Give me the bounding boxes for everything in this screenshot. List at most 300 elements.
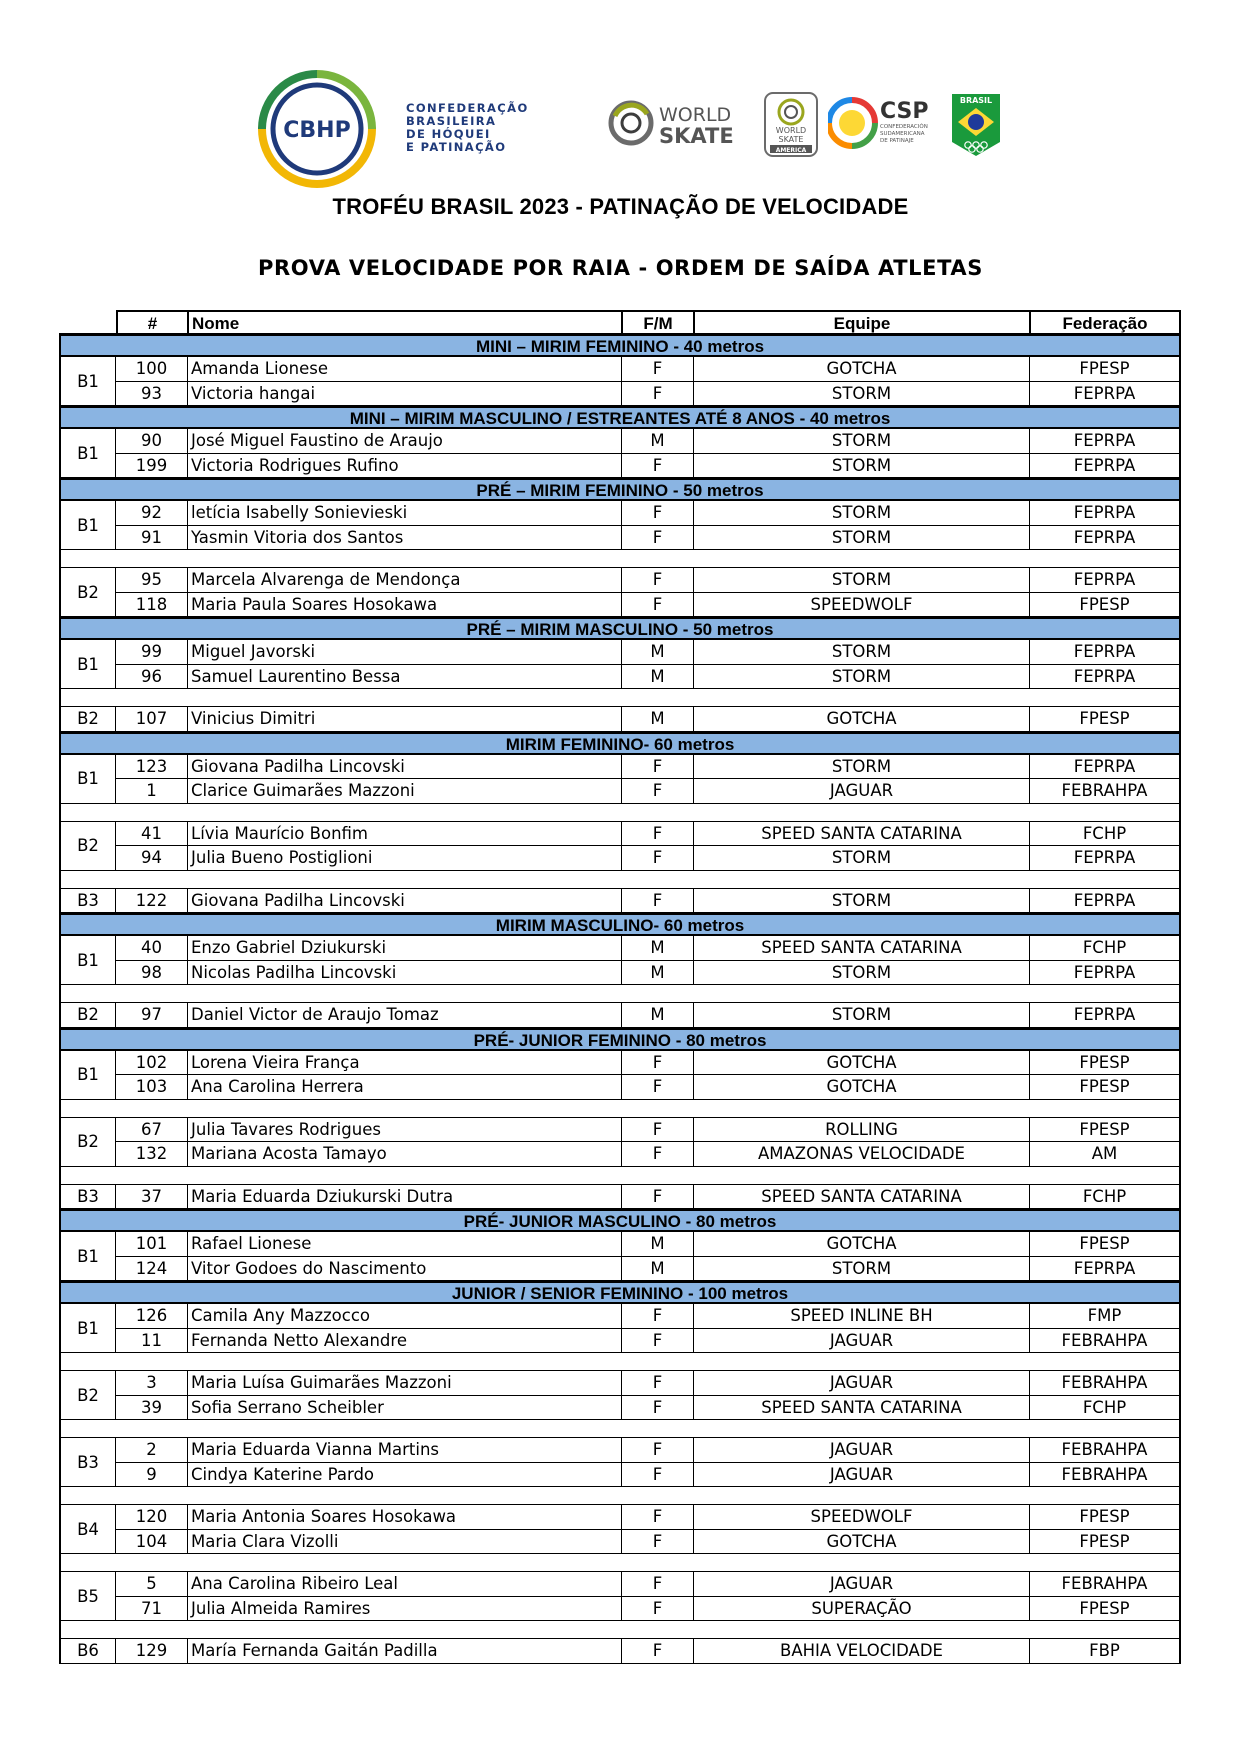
athlete-name: Maria Paula Soares Hosokawa bbox=[188, 593, 622, 618]
table-row bbox=[59, 822, 1181, 847]
heat-group bbox=[59, 501, 1181, 550]
table-row bbox=[59, 1075, 1181, 1100]
heat-label: B1 bbox=[59, 429, 116, 478]
heat-label: B2 bbox=[59, 1118, 116, 1167]
table-row bbox=[59, 665, 1181, 690]
athlete-team: SUPERAÇÃO bbox=[694, 1597, 1030, 1622]
heat-group bbox=[59, 1572, 1181, 1621]
heat-label: B1 bbox=[59, 936, 116, 985]
athlete-federation: FPESP bbox=[1030, 1075, 1181, 1100]
athlete-federation: FCHP bbox=[1030, 1396, 1181, 1421]
table-row bbox=[59, 501, 1181, 526]
heat-group bbox=[59, 568, 1181, 617]
athlete-gender: F bbox=[622, 822, 694, 847]
athlete-gender: F bbox=[622, 593, 694, 618]
group-spacer bbox=[59, 1167, 1181, 1185]
heat-label: B1 bbox=[59, 640, 116, 689]
athlete-federation: FPESP bbox=[1030, 707, 1181, 732]
athlete-gender: F bbox=[622, 1530, 694, 1555]
group-spacer bbox=[59, 871, 1181, 889]
athlete-federation: FEPRPA bbox=[1030, 429, 1181, 454]
athlete-number: 92 bbox=[116, 501, 188, 526]
athlete-team: SPEED INLINE BH bbox=[694, 1304, 1030, 1329]
athlete-federation: FEBRAHPA bbox=[1030, 779, 1181, 804]
athlete-number: 95 bbox=[116, 568, 188, 593]
athlete-team: JAGUAR bbox=[694, 1463, 1030, 1488]
cbhp-logo bbox=[258, 70, 548, 188]
athlete-team: JAGUAR bbox=[694, 779, 1030, 804]
athlete-number: 104 bbox=[116, 1530, 188, 1555]
svg-text:CSP: CSP bbox=[880, 99, 929, 124]
heat-label: B1 bbox=[59, 501, 116, 550]
athlete-federation: FPESP bbox=[1030, 1118, 1181, 1143]
athlete-gender: F bbox=[622, 846, 694, 871]
athlete-gender: F bbox=[622, 1396, 694, 1421]
category-header: PRÉ – MIRIM FEMININO - 50 metros bbox=[59, 477, 1181, 501]
athlete-gender: M bbox=[622, 936, 694, 961]
table-row bbox=[59, 1003, 1181, 1028]
athlete-team: SPEED SANTA CATARINA bbox=[694, 1185, 1030, 1210]
athlete-team: ROLLING bbox=[694, 1118, 1030, 1143]
athlete-federation: FPESP bbox=[1030, 1597, 1181, 1622]
athlete-team: STORM bbox=[694, 382, 1030, 407]
athlete-federation: FEPRPA bbox=[1030, 640, 1181, 665]
athlete-team: STORM bbox=[694, 961, 1030, 986]
heat-label: B4 bbox=[59, 1505, 116, 1554]
athlete-name: Rafael Lionese bbox=[188, 1232, 622, 1257]
athlete-team: STORM bbox=[694, 568, 1030, 593]
athlete-federation: FEPRPA bbox=[1030, 501, 1181, 526]
category-header: JUNIOR / SENIOR FEMININO - 100 metros bbox=[59, 1280, 1181, 1304]
athlete-name: Lívia Maurício Bonfim bbox=[188, 822, 622, 847]
table-row bbox=[59, 1396, 1181, 1421]
athlete-name: Samuel Laurentino Bessa bbox=[188, 665, 622, 690]
svg-text:WORLD: WORLD bbox=[775, 126, 807, 135]
table-row bbox=[59, 429, 1181, 454]
athlete-number: 2 bbox=[116, 1438, 188, 1463]
start-order-table bbox=[59, 310, 1181, 1664]
athlete-number: 99 bbox=[116, 640, 188, 665]
athlete-gender: F bbox=[622, 501, 694, 526]
table-row bbox=[59, 961, 1181, 986]
athlete-number: 122 bbox=[116, 889, 188, 914]
athlete-name: letícia Isabelly Sonievieski bbox=[188, 501, 622, 526]
heat-label: B3 bbox=[59, 1185, 116, 1210]
heat-label: B5 bbox=[59, 1572, 116, 1621]
cbhp-ring-icon bbox=[258, 70, 376, 188]
athlete-federation: FMP bbox=[1030, 1304, 1181, 1329]
table-row bbox=[59, 382, 1181, 407]
heat-label: B1 bbox=[59, 1232, 116, 1281]
athlete-team: STORM bbox=[694, 846, 1030, 871]
athlete-team: GOTCHA bbox=[694, 1075, 1030, 1100]
table-row bbox=[59, 454, 1181, 479]
athlete-number: 102 bbox=[116, 1051, 188, 1076]
athlete-name: Maria Eduarda Vianna Martins bbox=[188, 1438, 622, 1463]
athlete-team: JAGUAR bbox=[694, 1438, 1030, 1463]
athlete-gender: F bbox=[622, 1463, 694, 1488]
athlete-team: STORM bbox=[694, 755, 1030, 780]
athlete-name: Camila Any Mazzocco bbox=[188, 1304, 622, 1329]
athlete-name: Marcela Alvarenga de Mendonça bbox=[188, 568, 622, 593]
athlete-gender: F bbox=[622, 1371, 694, 1396]
brasil-olympic-logo bbox=[950, 92, 1002, 158]
athlete-team: STORM bbox=[694, 889, 1030, 914]
heat-label: B1 bbox=[59, 1304, 116, 1353]
athlete-gender: F bbox=[622, 1142, 694, 1167]
athlete-federation: FEPRPA bbox=[1030, 1257, 1181, 1282]
athlete-name: Cindya Katerine Pardo bbox=[188, 1463, 622, 1488]
athlete-federation: FEPRPA bbox=[1030, 382, 1181, 407]
athlete-number: 120 bbox=[116, 1505, 188, 1530]
header-equipe: Equipe bbox=[694, 310, 1030, 334]
athlete-federation: FEPRPA bbox=[1030, 568, 1181, 593]
athlete-name: Mariana Acosta Tamayo bbox=[188, 1142, 622, 1167]
athlete-federation: FEPRPA bbox=[1030, 454, 1181, 479]
table-row bbox=[59, 1639, 1181, 1664]
athlete-gender: F bbox=[622, 357, 694, 382]
athlete-team: GOTCHA bbox=[694, 1051, 1030, 1076]
athlete-name: Julia Almeida Ramires bbox=[188, 1597, 622, 1622]
world-skate-logo bbox=[607, 98, 747, 148]
athlete-name: Enzo Gabriel Dziukurski bbox=[188, 936, 622, 961]
heat-group bbox=[59, 889, 1181, 914]
athlete-team: AMAZONAS VELOCIDADE bbox=[694, 1142, 1030, 1167]
svg-text:AMERICA: AMERICA bbox=[775, 147, 807, 154]
athlete-gender: M bbox=[622, 429, 694, 454]
heat-label: B2 bbox=[59, 822, 116, 871]
athlete-gender: F bbox=[622, 1329, 694, 1354]
table-row bbox=[59, 1304, 1181, 1329]
athlete-federation: FPESP bbox=[1030, 1051, 1181, 1076]
athlete-number: 124 bbox=[116, 1257, 188, 1282]
athlete-gender: F bbox=[622, 568, 694, 593]
heat-group bbox=[59, 1118, 1181, 1167]
athlete-name: Lorena Vieira França bbox=[188, 1051, 622, 1076]
table-row bbox=[59, 1118, 1181, 1143]
athlete-federation: FEPRPA bbox=[1030, 1003, 1181, 1028]
athlete-gender: M bbox=[622, 707, 694, 732]
athlete-federation: FPESP bbox=[1030, 1505, 1181, 1530]
heat-group bbox=[59, 1438, 1181, 1487]
athlete-team: GOTCHA bbox=[694, 1530, 1030, 1555]
athlete-number: 3 bbox=[116, 1371, 188, 1396]
athlete-federation: FEBRAHPA bbox=[1030, 1572, 1181, 1597]
heat-group bbox=[59, 640, 1181, 689]
table-row bbox=[59, 1051, 1181, 1076]
heat-label: B1 bbox=[59, 357, 116, 406]
athlete-name: Nicolas Padilha Lincovski bbox=[188, 961, 622, 986]
athlete-team: STORM bbox=[694, 640, 1030, 665]
athlete-gender: F bbox=[622, 1639, 694, 1664]
athlete-gender: M bbox=[622, 1003, 694, 1028]
athlete-federation: FCHP bbox=[1030, 822, 1181, 847]
header-nome: Nome bbox=[188, 310, 622, 334]
event-title: TROFÉU BRASIL 2023 - PATINAÇÃO DE VELOCIDADE bbox=[332, 194, 909, 219]
athlete-federation: FEBRAHPA bbox=[1030, 1371, 1181, 1396]
athlete-number: 126 bbox=[116, 1304, 188, 1329]
athlete-gender: M bbox=[622, 1257, 694, 1282]
athlete-number: 107 bbox=[116, 707, 188, 732]
athlete-name: Miguel Javorski bbox=[188, 640, 622, 665]
table-row bbox=[59, 846, 1181, 871]
group-spacer bbox=[59, 1487, 1181, 1505]
athlete-name: Yasmin Vitoria dos Santos bbox=[188, 526, 622, 551]
table-row bbox=[59, 1232, 1181, 1257]
table-row bbox=[59, 707, 1181, 732]
heat-group bbox=[59, 936, 1181, 985]
svg-text:DE PATINAJE: DE PATINAJE bbox=[880, 138, 914, 144]
table-header bbox=[59, 310, 1181, 334]
athlete-team: STORM bbox=[694, 1003, 1030, 1028]
athlete-team: STORM bbox=[694, 665, 1030, 690]
heat-group bbox=[59, 357, 1181, 406]
athlete-name: María Fernanda Gaitán Padilla bbox=[188, 1639, 622, 1664]
category-header: MIRIM FEMININO- 60 metros bbox=[59, 731, 1181, 755]
group-spacer bbox=[59, 1621, 1181, 1639]
heat-group bbox=[59, 755, 1181, 804]
athlete-federation: FEPRPA bbox=[1030, 526, 1181, 551]
athlete-number: 129 bbox=[116, 1639, 188, 1664]
athlete-number: 132 bbox=[116, 1142, 188, 1167]
athlete-federation: FCHP bbox=[1030, 936, 1181, 961]
heat-label: B3 bbox=[59, 889, 116, 914]
athlete-number: 91 bbox=[116, 526, 188, 551]
csp-logo bbox=[828, 96, 938, 152]
athlete-number: 96 bbox=[116, 665, 188, 690]
heat-label: B3 bbox=[59, 1438, 116, 1487]
athlete-number: 100 bbox=[116, 357, 188, 382]
table-row bbox=[59, 568, 1181, 593]
svg-text:CONFEDERACIÓN: CONFEDERACIÓN bbox=[880, 124, 928, 130]
table-row bbox=[59, 593, 1181, 618]
athlete-number: 90 bbox=[116, 429, 188, 454]
athlete-gender: F bbox=[622, 1505, 694, 1530]
athlete-name: Amanda Lionese bbox=[188, 357, 622, 382]
athlete-name: José Miguel Faustino de Araujo bbox=[188, 429, 622, 454]
athlete-name: Julia Tavares Rodrigues bbox=[188, 1118, 622, 1143]
athlete-name: Giovana Padilha Lincovski bbox=[188, 755, 622, 780]
athlete-number: 9 bbox=[116, 1463, 188, 1488]
heat-group bbox=[59, 1232, 1181, 1281]
athlete-name: Vitor Godoes do Nascimento bbox=[188, 1257, 622, 1282]
table-row bbox=[59, 936, 1181, 961]
athlete-gender: F bbox=[622, 779, 694, 804]
athlete-team: SPEED SANTA CATARINA bbox=[694, 936, 1030, 961]
group-spacer bbox=[59, 689, 1181, 707]
header-federacao: Federação bbox=[1030, 310, 1181, 334]
athlete-number: 199 bbox=[116, 454, 188, 479]
athlete-number: 118 bbox=[116, 593, 188, 618]
heat-group bbox=[59, 1304, 1181, 1353]
athlete-team: SPEEDWOLF bbox=[694, 1505, 1030, 1530]
table-row bbox=[59, 1530, 1181, 1555]
athlete-number: 97 bbox=[116, 1003, 188, 1028]
group-spacer bbox=[59, 1100, 1181, 1118]
heat-label: B1 bbox=[59, 755, 116, 804]
svg-text:WORLD: WORLD bbox=[659, 104, 732, 126]
athlete-gender: F bbox=[622, 454, 694, 479]
heat-group bbox=[59, 429, 1181, 478]
athlete-federation: FPESP bbox=[1030, 1232, 1181, 1257]
cbhp-mark: CBHP bbox=[283, 118, 351, 143]
athlete-federation: FPESP bbox=[1030, 593, 1181, 618]
athlete-number: 94 bbox=[116, 846, 188, 871]
athlete-name: Julia Bueno Postiglioni bbox=[188, 846, 622, 871]
athlete-team: JAGUAR bbox=[694, 1329, 1030, 1354]
athlete-gender: F bbox=[622, 1438, 694, 1463]
athlete-number: 103 bbox=[116, 1075, 188, 1100]
athlete-team: STORM bbox=[694, 526, 1030, 551]
athlete-number: 98 bbox=[116, 961, 188, 986]
table-row bbox=[59, 889, 1181, 914]
heat-group bbox=[59, 1185, 1181, 1210]
athlete-team: BAHIA VELOCIDADE bbox=[694, 1639, 1030, 1664]
athlete-number: 101 bbox=[116, 1232, 188, 1257]
athlete-team: JAGUAR bbox=[694, 1371, 1030, 1396]
athlete-federation: AM bbox=[1030, 1142, 1181, 1167]
svg-text:SKATE: SKATE bbox=[659, 124, 734, 148]
document-subtitle: PROVA VELOCIDADE POR RAIA - ORDEM DE SAÍDA ATLETAS bbox=[258, 256, 983, 280]
athlete-gender: F bbox=[622, 1304, 694, 1329]
athlete-gender: F bbox=[622, 382, 694, 407]
table-row bbox=[59, 1572, 1181, 1597]
heat-group bbox=[59, 1371, 1181, 1420]
athlete-number: 5 bbox=[116, 1572, 188, 1597]
heat-label: B2 bbox=[59, 568, 116, 617]
athlete-number: 1 bbox=[116, 779, 188, 804]
athlete-name: Daniel Victor de Araujo Tomaz bbox=[188, 1003, 622, 1028]
athlete-team: SPEED SANTA CATARINA bbox=[694, 1396, 1030, 1421]
athlete-gender: M bbox=[622, 961, 694, 986]
heat-group bbox=[59, 1639, 1181, 1664]
cbhp-name: CONFEDERAÇÃO BRASILEIRA DE HÓQUEI E PATINAÇÃO bbox=[406, 101, 529, 154]
athlete-gender: F bbox=[622, 1185, 694, 1210]
table-body bbox=[59, 333, 1181, 1664]
category-header: PRÉ – MIRIM MASCULINO - 50 metros bbox=[59, 616, 1181, 640]
athlete-federation: FCHP bbox=[1030, 1185, 1181, 1210]
heat-group bbox=[59, 1003, 1181, 1028]
heat-label: B2 bbox=[59, 707, 116, 732]
athlete-number: 11 bbox=[116, 1329, 188, 1354]
athlete-gender: F bbox=[622, 1075, 694, 1100]
athlete-name: Maria Antonia Soares Hosokawa bbox=[188, 1505, 622, 1530]
athlete-team: JAGUAR bbox=[694, 1572, 1030, 1597]
header-fm: F/M bbox=[622, 310, 694, 334]
category-header: PRÉ- JUNIOR MASCULINO - 80 metros bbox=[59, 1208, 1181, 1232]
table-row bbox=[59, 1463, 1181, 1488]
athlete-gender: F bbox=[622, 755, 694, 780]
table-row bbox=[59, 526, 1181, 551]
category-header: PRÉ- JUNIOR FEMININO - 80 metros bbox=[59, 1027, 1181, 1051]
group-spacer bbox=[59, 550, 1181, 568]
athlete-gender: M bbox=[622, 1232, 694, 1257]
athlete-team: STORM bbox=[694, 501, 1030, 526]
athlete-gender: M bbox=[622, 665, 694, 690]
athlete-gender: F bbox=[622, 1051, 694, 1076]
athlete-gender: F bbox=[622, 1572, 694, 1597]
group-spacer bbox=[59, 1353, 1181, 1371]
athlete-team: GOTCHA bbox=[694, 1232, 1030, 1257]
athlete-number: 39 bbox=[116, 1396, 188, 1421]
athlete-name: Ana Carolina Ribeiro Leal bbox=[188, 1572, 622, 1597]
athlete-team: STORM bbox=[694, 429, 1030, 454]
table-row bbox=[59, 1438, 1181, 1463]
athlete-federation: FEPRPA bbox=[1030, 846, 1181, 871]
table-row bbox=[59, 779, 1181, 804]
group-spacer bbox=[59, 804, 1181, 822]
athlete-number: 71 bbox=[116, 1597, 188, 1622]
athlete-name: Maria Luísa Guimarães Mazzoni bbox=[188, 1371, 622, 1396]
table-row bbox=[59, 1185, 1181, 1210]
athlete-gender: M bbox=[622, 640, 694, 665]
athlete-name: Sofia Serrano Scheibler bbox=[188, 1396, 622, 1421]
heat-label: B2 bbox=[59, 1003, 116, 1028]
table-row bbox=[59, 1597, 1181, 1622]
athlete-federation: FEPRPA bbox=[1030, 755, 1181, 780]
header-num: # bbox=[116, 310, 188, 334]
group-spacer bbox=[59, 985, 1181, 1003]
heat-group bbox=[59, 1051, 1181, 1100]
group-spacer bbox=[59, 1554, 1181, 1572]
athlete-number: 123 bbox=[116, 755, 188, 780]
athlete-name: Clarice Guimarães Mazzoni bbox=[188, 779, 622, 804]
athlete-name: Ana Carolina Herrera bbox=[188, 1075, 622, 1100]
athlete-federation: FEBRAHPA bbox=[1030, 1463, 1181, 1488]
heat-group bbox=[59, 707, 1181, 732]
svg-text:SUDAMERICANA: SUDAMERICANA bbox=[880, 131, 925, 137]
table-row bbox=[59, 1142, 1181, 1167]
category-header: MINI – MIRIM MASCULINO / ESTREANTES ATÉ 8 ANOS - 40 metros bbox=[59, 405, 1181, 429]
heat-label: B2 bbox=[59, 1371, 116, 1420]
athlete-number: 37 bbox=[116, 1185, 188, 1210]
athlete-name: Victoria Rodrigues Rufino bbox=[188, 454, 622, 479]
athlete-federation: FBP bbox=[1030, 1639, 1181, 1664]
table-row bbox=[59, 1257, 1181, 1282]
svg-text:SKATE: SKATE bbox=[778, 135, 804, 144]
athlete-gender: F bbox=[622, 526, 694, 551]
athlete-number: 93 bbox=[116, 382, 188, 407]
athlete-number: 67 bbox=[116, 1118, 188, 1143]
athlete-team: SPEED SANTA CATARINA bbox=[694, 822, 1030, 847]
athlete-gender: F bbox=[622, 1597, 694, 1622]
athlete-team: GOTCHA bbox=[694, 707, 1030, 732]
table-row bbox=[59, 1371, 1181, 1396]
athlete-gender: F bbox=[622, 1118, 694, 1143]
athlete-name: Giovana Padilha Lincovski bbox=[188, 889, 622, 914]
table-row bbox=[59, 640, 1181, 665]
heat-group bbox=[59, 822, 1181, 871]
athlete-federation: FEBRAHPA bbox=[1030, 1329, 1181, 1354]
athlete-federation: FPESP bbox=[1030, 357, 1181, 382]
athlete-name: Maria Clara Vizolli bbox=[188, 1530, 622, 1555]
athlete-federation: FEPRPA bbox=[1030, 665, 1181, 690]
category-header: MIRIM MASCULINO- 60 metros bbox=[59, 912, 1181, 936]
table-row bbox=[59, 755, 1181, 780]
athlete-team: STORM bbox=[694, 1257, 1030, 1282]
athlete-team: SPEEDWOLF bbox=[694, 593, 1030, 618]
athlete-gender: F bbox=[622, 889, 694, 914]
table-row bbox=[59, 357, 1181, 382]
heat-label: B6 bbox=[59, 1639, 116, 1664]
athlete-federation: FEPRPA bbox=[1030, 961, 1181, 986]
athlete-number: 40 bbox=[116, 936, 188, 961]
athlete-federation: FEPRPA bbox=[1030, 889, 1181, 914]
table-row bbox=[59, 1329, 1181, 1354]
category-header: MINI – MIRIM FEMININO - 40 metros bbox=[59, 333, 1181, 357]
athlete-team: STORM bbox=[694, 454, 1030, 479]
athlete-name: Victoria hangai bbox=[188, 382, 622, 407]
